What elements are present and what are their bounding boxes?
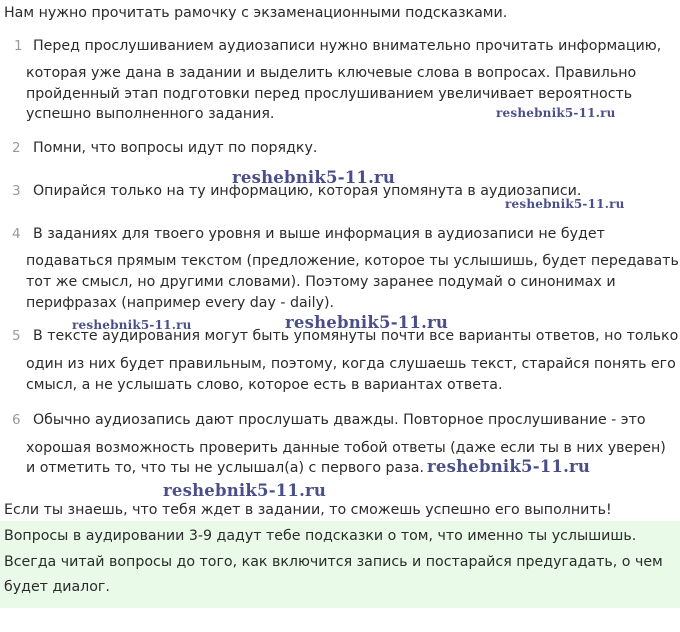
tip-text: будет диалог. bbox=[4, 579, 110, 595]
item-number: 2 bbox=[12, 140, 21, 156]
item-text: один из них будет правильным, поэтому, когда слушаешь текст, старайся понять его bbox=[26, 356, 676, 372]
watermark: reshebnik5-11.ru bbox=[163, 481, 327, 500]
item-number: 5 bbox=[12, 328, 21, 344]
item-text: хорошая возможность проверить данные тобой ответы (даже если ты в них уверен) bbox=[26, 440, 666, 456]
item-text: Помни, что вопросы идут по порядку. bbox=[33, 140, 318, 156]
item-text: смысл, а не услышать слово, которое есть в вариантах ответа. bbox=[26, 377, 503, 393]
item-number: 4 bbox=[12, 226, 21, 242]
item-text: перифразах (например every day - daily). bbox=[26, 295, 335, 311]
watermark: reshebnik5-11.ru bbox=[496, 106, 616, 120]
item-number: 1 bbox=[14, 38, 23, 54]
intro-text: Нам нужно прочитать рамочку с экзаменационными подсказками. bbox=[4, 5, 508, 21]
item-text: Опирайся только на ту информацию, которая упомянута в аудиозаписи. bbox=[33, 183, 582, 199]
item-text: которая уже дана в задании и выделить ключевые слова в вопросах. Правильно bbox=[26, 65, 637, 81]
watermark: reshebnik5-11.ru bbox=[72, 318, 192, 332]
watermark: reshebnik5-11.ru bbox=[427, 457, 591, 476]
item-number: 3 bbox=[12, 183, 21, 199]
item-text: успешно выполненного задания. bbox=[26, 106, 275, 122]
outro-text: Если ты знаешь, что тебя ждет в задании, то сможешь успешно его выполнить! bbox=[4, 502, 612, 518]
watermark: reshebnik5-11.ru bbox=[285, 313, 449, 332]
item-text: В заданиях для твоего уровня и выше информация в аудиозаписи не будет bbox=[33, 226, 605, 242]
item-text: подаваться прямым текстом (предложение, которое ты услышишь, будет передавать bbox=[26, 253, 679, 269]
item-text: тот же смысл, но другими словами). Поэтому заранее подумай о синонимах и bbox=[26, 274, 616, 290]
item-text: и отметить то, что ты не услышал(а) с первого раза. bbox=[26, 460, 424, 476]
watermark: reshebnik5-11.ru bbox=[505, 197, 625, 211]
item-text: пройденный этап подготовки перед прослушиванием увеличивает вероятность bbox=[26, 86, 633, 102]
tip-box bbox=[0, 521, 680, 608]
watermark: reshebnik5-11.ru bbox=[232, 168, 396, 187]
tip-text: Всегда читай вопросы до того, как включится запись и постарайся предугадать, о чем bbox=[4, 554, 663, 570]
item-text: В тексте аудирования могут быть упомянуты почти все варианты ответов, но только bbox=[33, 328, 679, 344]
item-number: 6 bbox=[12, 412, 21, 428]
item-text: Перед прослушиванием аудиозаписи нужно внимательно прочитать информацию, bbox=[33, 38, 662, 54]
tip-text: Вопросы в аудировании 3-9 дадут тебе подсказки о том, что именно ты услышишь. bbox=[4, 528, 637, 544]
item-text: Обычно аудиозапись дают прослушать дважды. Повторное прослушивание - это bbox=[33, 412, 646, 428]
